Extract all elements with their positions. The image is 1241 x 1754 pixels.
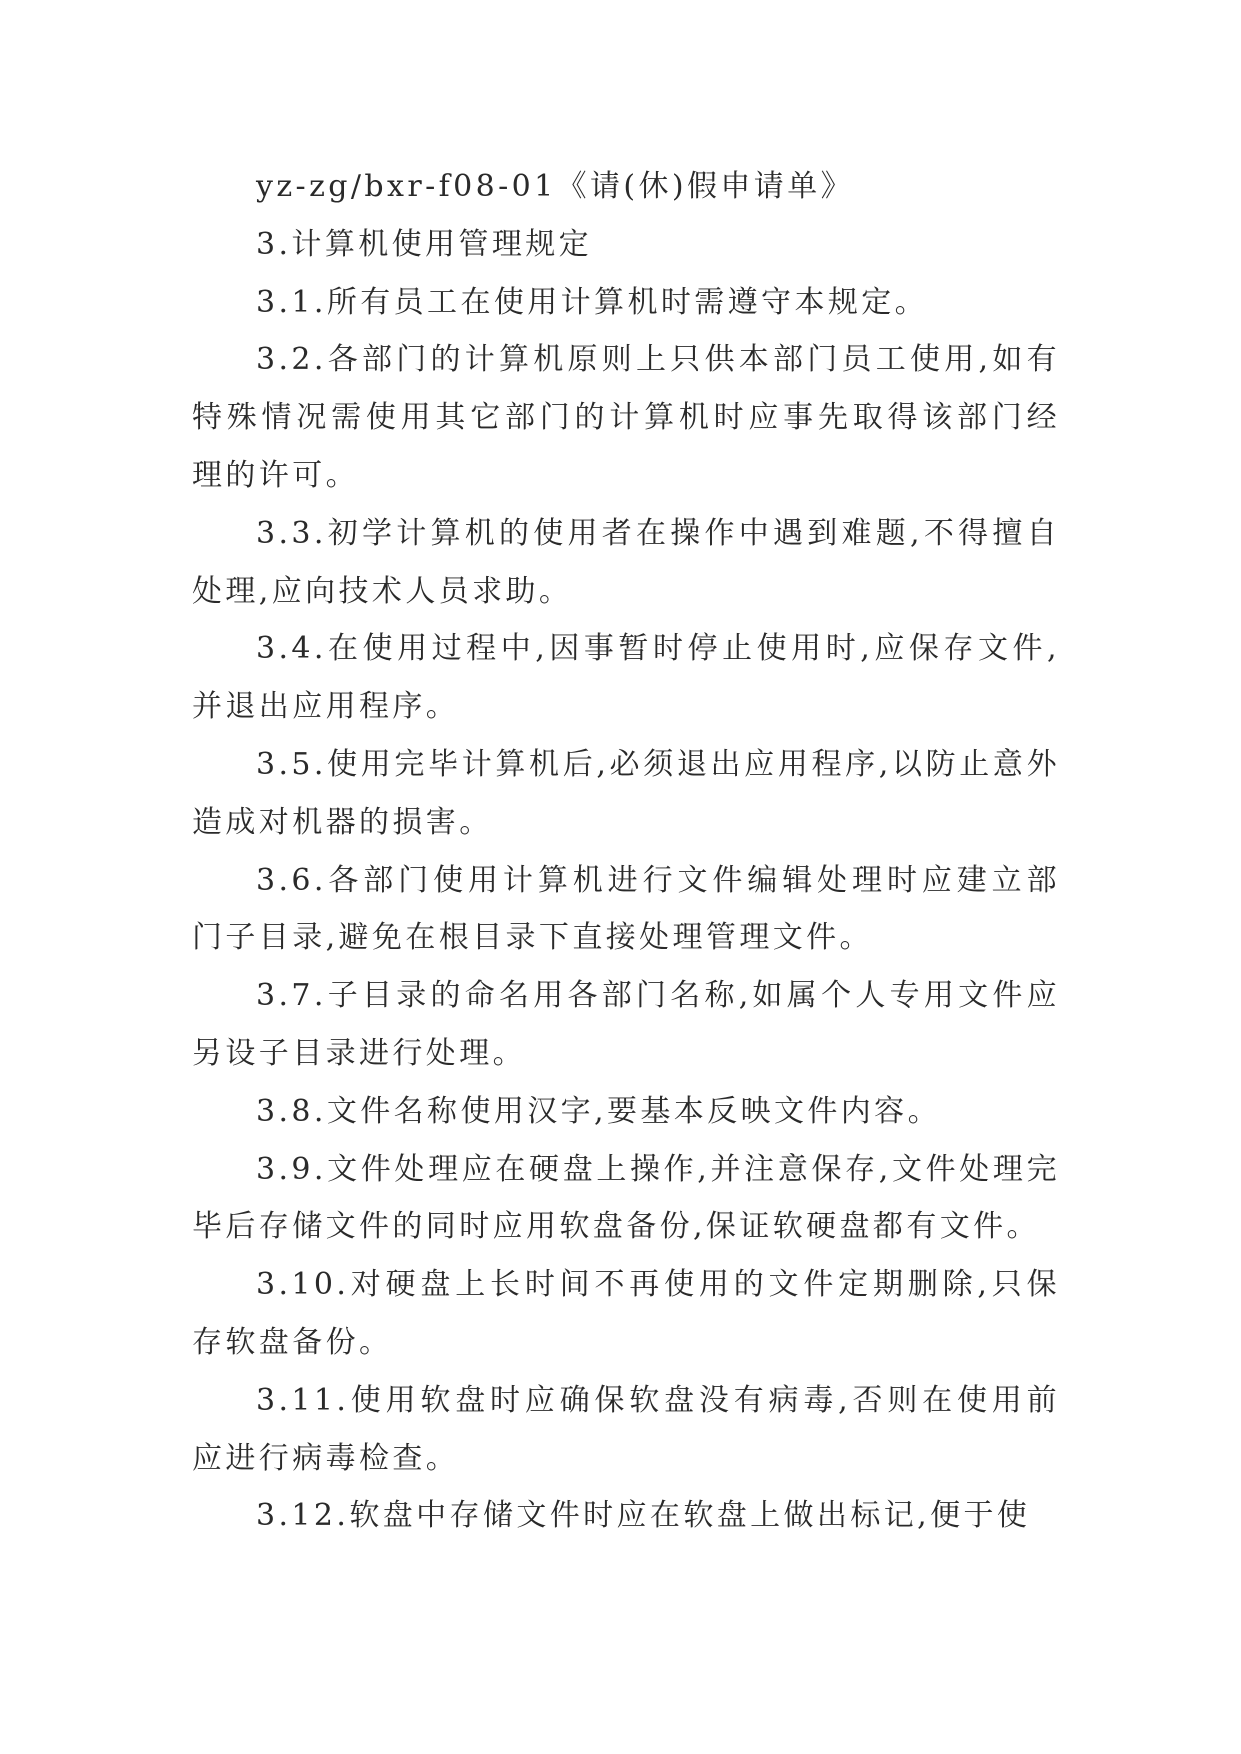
document-body	[192, 158, 1060, 1545]
paragraph-3-8: 3.8.文件名称使用汉字,要基本反映文件内容。	[256, 1093, 941, 1129]
paragraph-3-4: 3.4.在使用过程中,因事暂时停止使用时,应保存文件,并退出应用程序。	[192, 631, 1060, 725]
paragraph-3-2: 3.2.各部门的计算机原则上只供本部门员工使用,如有特殊情况需使用其它部门的计算机时应事先取得该部门经理的许可。	[192, 342, 1060, 493]
paragraph-3-7: 3.7.子目录的命名用各部门名称,如属个人专用文件应另设子目录进行处理。	[192, 978, 1060, 1071]
paragraph-3-1: 3.1.所有员工在使用计算机时需遵守本规定。	[256, 284, 929, 320]
paragraph-3-9: 3.9.文件处理应在硬盘上操作,并注意保存,文件处理完毕后存储文件的同时应用软盘备份,保证软硬盘都有文件。	[192, 1151, 1060, 1245]
paragraph-3-12: 3.12.软盘中存储文件时应在软盘上做出标记,便于使	[256, 1498, 1031, 1534]
paragraph-3-10: 3.10.对硬盘上长时间不再使用的文件定期删除,只保存软盘备份。	[192, 1267, 1060, 1360]
paragraph-form-reference: yz-zg/bxr-f08-01《请(休)假申请单》	[256, 169, 855, 204]
paragraph-3-3: 3.3.初学计算机的使用者在操作中遇到难题,不得擅自处理,应向技术人员求助。	[192, 515, 1060, 609]
paragraph-section-3-heading: 3.计算机使用管理规定	[256, 226, 593, 262]
paragraph-3-11: 3.11.使用软盘时应确保软盘没有病毒,否则在使用前应进行病毒检查。	[192, 1382, 1060, 1476]
paragraph-3-5: 3.5.使用完毕计算机后,必须退出应用程序,以防止意外造成对机器的损害。	[192, 746, 1060, 840]
paragraph-3-6: 3.6.各部门使用计算机进行文件编辑处理时应建立部门子目录,避免在根目录下直接处理管理文件。	[192, 862, 1060, 956]
